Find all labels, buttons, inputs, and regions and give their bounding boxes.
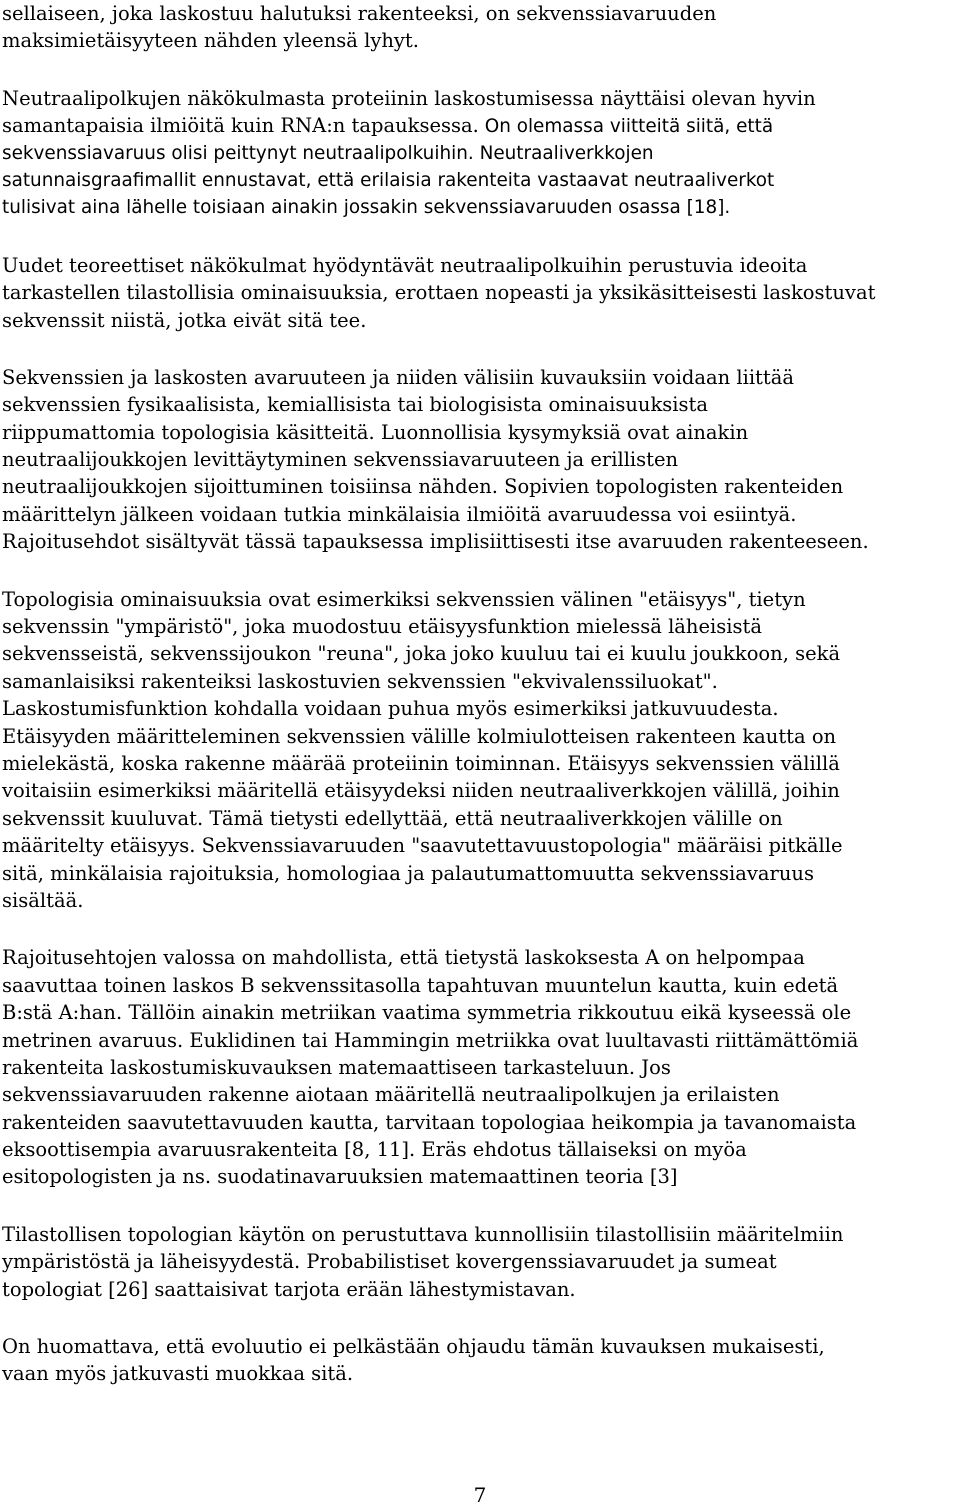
text-line: sekvenssin "ympäristö", joka muodostuu etäisyysfunktion mielessä läheisistä [2, 615, 762, 639]
text-line: eksoottisempia avaruusrakenteita [8, 11]. Eräs ehdotus tällaiseksi on myöa [2, 1138, 747, 1162]
text-line [2, 112, 960, 139]
text-line: ympäristöstä ja läheisyydestä. Probabilistiset kovergenssiavaruudet ja sumeat [2, 1250, 777, 1274]
text-line: Rajoitusehdot sisältyvät tässä tapauksessa implisiittisesti itse avaruuden rakenteeseen. [2, 530, 869, 554]
paragraph-6 [2, 944, 960, 1191]
text-line: sekvenssit niistä, jotka eivät sitä tee. [2, 308, 367, 332]
text-line [2, 167, 960, 194]
text-line: mielekästä, koska rakenne määrää proteiinin toiminnan. Etäisyys sekvenssien välillä [2, 751, 840, 775]
text-line: voitaisiin esimerkiksi määritellä etäisyydeksi niiden neutraaliverkkojen välillä, joihin [2, 779, 840, 803]
text-line: Etäisyyden määritteleminen sekvenssien välille kolmiulotteisen rakenteen kautta on [2, 724, 837, 748]
text-segment-sans: sekvenssiavaruus olisi peittynyt neutraalipolkuihin. [2, 142, 474, 164]
text-line: Uudet teoreettiset näkökulmat hyödyntävät neutraalipolkuihin perustuvia ideoita [2, 253, 808, 277]
document-page [2, 0, 960, 1418]
text-line: B:stä A:han. Tällöin ainakin metriikan vaatima symmetria rikkoutuu eikä kyseessä ole [2, 1001, 852, 1025]
text-line: sitä, minkälaisia rajoituksia, homologiaa ja palautumattomuutta sekvenssiavaruus [2, 861, 814, 885]
text-line: rakenteiden saavutettavuuden kautta, tarvitaan topologiaa heikompia ja tavanomaista [2, 1110, 857, 1134]
text-line: sekvenssiavaruuden rakenne aiotaan määritellä neutraalipolkujen ja erilaisten [2, 1083, 780, 1107]
page-number: 7 [473, 1483, 487, 1507]
text-line: sekvensseistä, sekvenssijoukon "reuna", joka joko kuuluu tai ei kuulu joukkoon, sekä [2, 642, 841, 666]
paragraph-5 [2, 586, 960, 915]
text-line: Tilastollisen topologian käytön on perustuttava kunnollisiin tilastollisiin määritelmiin [2, 1222, 844, 1246]
text-line: neutraalijoukkojen sijoittuminen toisiinsa nähden. Sopivien topologisten rakenteiden [2, 475, 844, 499]
text-line: topologiat [26] saattaisivat tarjota erään lähestymistavan. [2, 1277, 576, 1301]
paragraph-1 [2, 0, 960, 55]
paragraph-7 [2, 1221, 960, 1303]
paragraph-4 [2, 364, 960, 556]
paragraph-2 [2, 85, 960, 222]
text-line: Rajoitusehtojen valossa on mahdollista, että tietystä laskoksesta A on helpompaa [2, 946, 805, 970]
paragraph-3 [2, 252, 960, 334]
text-line: samanlaisiksi rakenteiksi laskostuvien sekvenssien "ekvivalenssiluokat". [2, 669, 718, 693]
text-line: Topologisia ominaisuuksia ovat esimerkiksi sekvenssien välinen "etäisyys", tietyn [2, 587, 806, 611]
text-line: metrinen avaruus. Euklidinen tai Hammingin metriikka ovat luultavasti riittämättömiä [2, 1028, 859, 1052]
text-line: saavuttaa toinen laskos B sekvenssitasolla tapahtuvan muuntelun kautta, kuin edetä [2, 973, 839, 997]
text-segment-sans: tulisivat aina lähelle toisiaan ainakin jossakin sekvenssiavaruuden osassa [18]. [2, 197, 731, 219]
text-line: Sekvenssien ja laskosten avaruuteen ja niiden välisiin kuvauksiin voidaan liittää [2, 365, 794, 389]
text-line: Laskostumisfunktion kohdalla voidaan puhua myös esimerkiksi jatkuvuudesta. [2, 697, 779, 721]
text-line: esitopologisten ja ns. suodatinavaruuksien matemaattinen teoria [3] [2, 1165, 678, 1189]
text-line: Neutraalipolkujen näkökulmasta proteiinin laskostumisessa näyttäisi olevan hyvin [2, 86, 816, 110]
text-segment-sans: Neutraaliverkkojen [473, 142, 654, 164]
text-segment: samantapaisia ilmiöitä kuin RNA:n tapauksessa. [2, 114, 479, 138]
text-line: rakenteita laskostumiskuvauksen matemaattiseen tarkasteluun. Jos [2, 1055, 671, 1079]
text-line: sekvenssit kuuluvat. Tämä tietysti edellyttää, että neutraaliverkkojen välille on [2, 806, 783, 830]
text-line: riippumattomia topologisia käsitteitä. Luonnollisia kysymyksiä ovat ainakin [2, 420, 749, 444]
text-line: määritelty etäisyys. Sekvenssiavaruuden "saavutettavuustopologia" määräisi pitkälle [2, 834, 843, 858]
text-line: tarkastellen tilastollisia ominaisuuksia, erottaen nopeasti ja yksikäsitteisesti laskostuvat [2, 281, 876, 305]
text-line: sellaiseen, joka laskostuu halutuksi rakenteeksi, on sekvenssiavaruuden [2, 2, 717, 25]
text-line: maksimietäisyyteen nähden yleensä lyhyt. [2, 29, 419, 53]
text-line: On huomattava, että evoluutio ei pelkästään ohjaudu tämän kuvauksen mukaisesti, [2, 1335, 825, 1359]
text-line [2, 194, 960, 221]
paragraph-8 [2, 1333, 960, 1388]
text-line: sekvenssien fysikaalisista, kemiallisista tai biologisista ominaisuuksista [2, 393, 708, 417]
text-segment-sans: satunnaisgraafimallit ennustavat, että erilaisia rakenteita vastaavat neutraaliverkot [2, 169, 775, 191]
text-line [2, 140, 960, 167]
text-line: määrittelyn jälkeen voidaan tutkia minkälaisia ilmiöitä avaruudessa voi esiintyä. [2, 502, 797, 526]
text-segment-sans: On olemassa viitteitä siitä, että [478, 116, 774, 138]
text-line: sisältää. [2, 888, 84, 912]
text-line: neutraalijoukkojen levittäytyminen sekvenssiavaruuteen ja erillisten [2, 448, 679, 472]
text-line: vaan myös jatkuvasti muokkaa sitä. [2, 1362, 354, 1386]
